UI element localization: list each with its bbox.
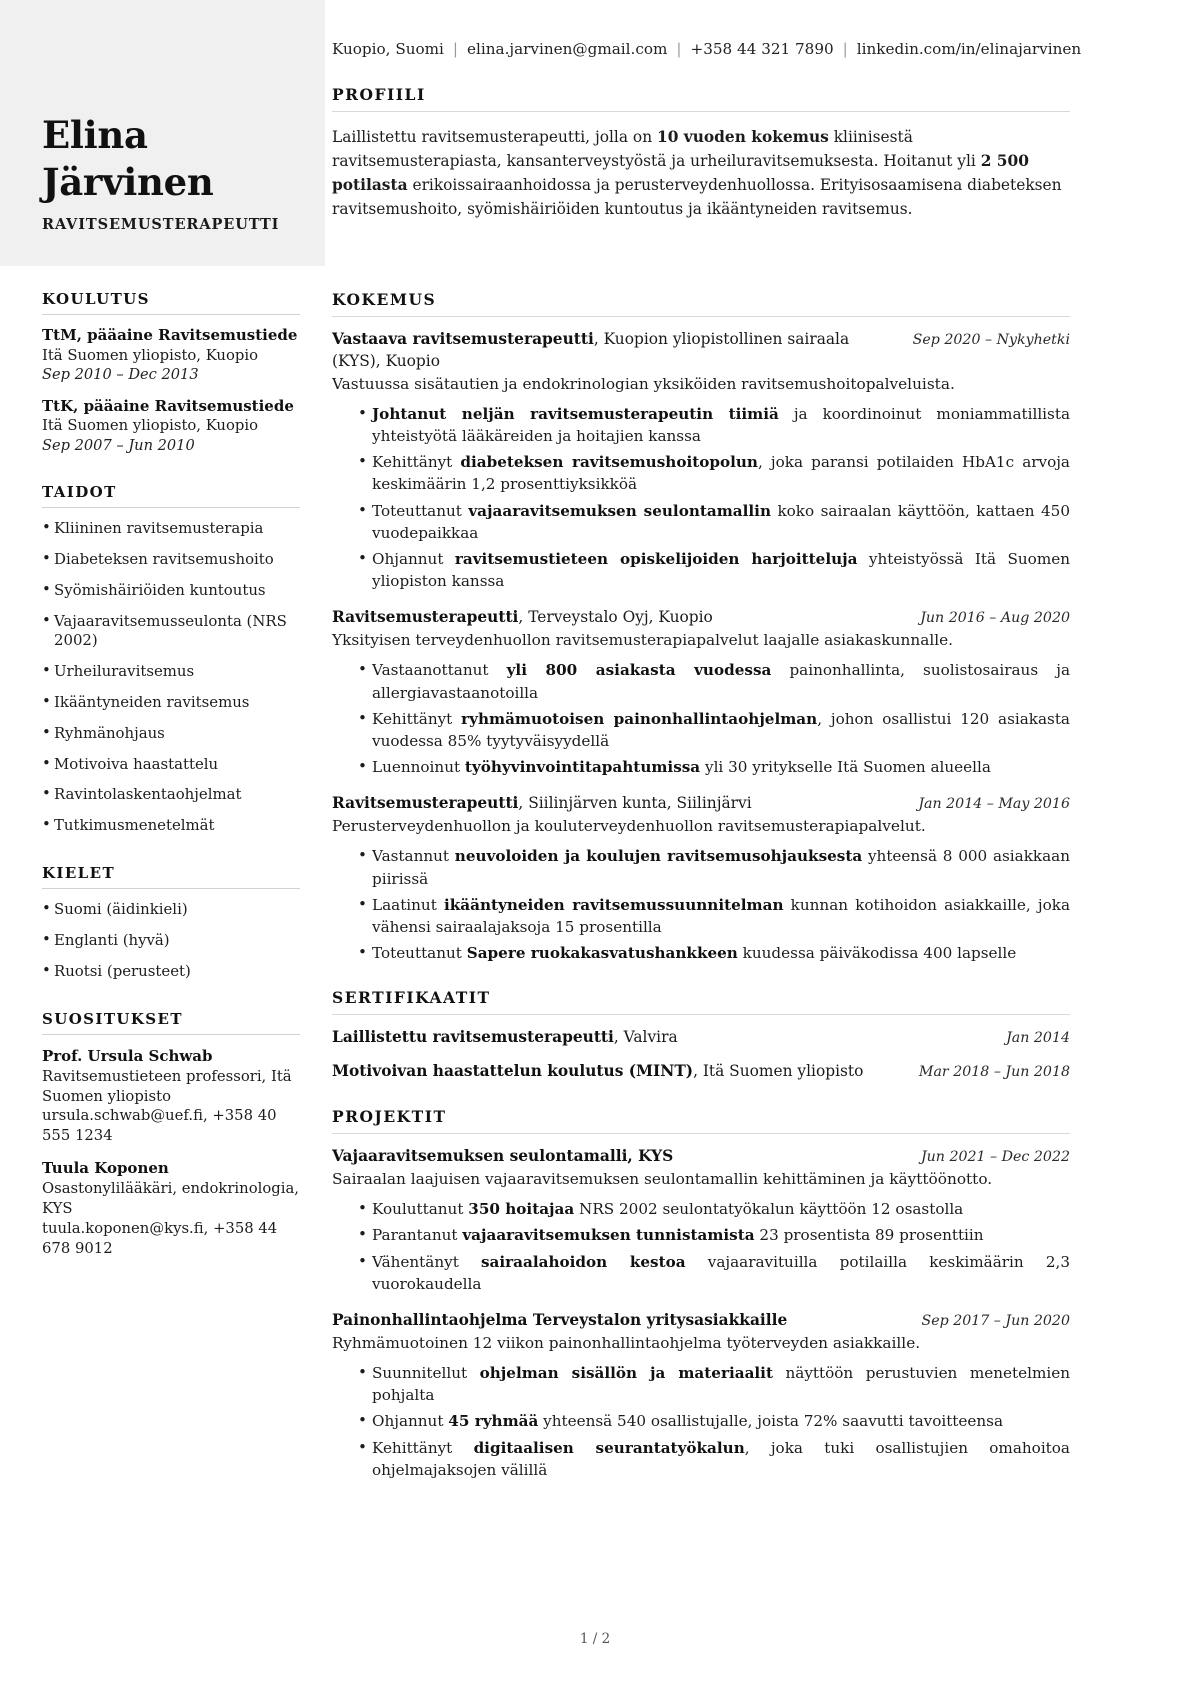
certificates-list — [332, 1027, 1070, 1083]
project-entry — [332, 1146, 1070, 1295]
profile-divider — [332, 111, 1070, 112]
certificates-divider — [332, 1014, 1070, 1015]
main-content — [332, 290, 1070, 1505]
skill-item: • Ravintolaskentaohjelmat — [42, 785, 300, 805]
entry-summary: Sairaalan laajuisen vajaaravitsemuksen seulontamallin kehittäminen ja käyttöönotto. — [332, 1170, 993, 1189]
profile-heading: PROFIILI — [332, 85, 426, 104]
first-name: Elina — [42, 113, 148, 157]
entry-date: Sep 2017 – Jun 2020 — [921, 1312, 1070, 1329]
education-school: Itä Suomen yliopisto, Kuopio — [42, 417, 258, 435]
education-dates: Sep 2010 – Dec 2013 — [42, 366, 199, 384]
entry-bullet-list — [332, 659, 1070, 778]
reference-contact[interactable]: ursula.schwab@uef.fi, +358 40 555 1234 — [42, 1107, 277, 1145]
entry-bullet: • Luennoinut työhyvinvointitapahtumissa yli 30 yritykselle Itä Suomen alueella — [358, 756, 1070, 778]
skill-item: • Ryhmänohjaus — [42, 724, 300, 744]
entry-bullet-list — [332, 845, 1070, 964]
skill-item: • Kliininen ravitsemusterapia — [42, 519, 300, 539]
entry-bullet: • Vähentänyt sairaalahoidon kestoa vajaaravituilla potilailla keskimäärin 2,3 vuorokaudella — [358, 1251, 1070, 1295]
experience-entry — [332, 329, 1070, 592]
certificates-section — [332, 988, 1070, 1083]
entry-bullet: • Toteuttanut Sapere ruokakasvatushankkeen kuudessa päiväkodissa 400 lapselle — [358, 942, 1070, 964]
experience-divider — [332, 316, 1070, 317]
entry-bullet: • Parantanut vajaaravitsemuksen tunnistamista 23 prosentista 89 prosenttiin — [358, 1224, 1070, 1246]
certificate-date: Jan 2014 — [1006, 1030, 1070, 1047]
skill-item: • Vajaaravitsemusseulonta (NRS 2002) — [42, 612, 300, 652]
skill-item: • Syömishäiriöiden kuntoutus — [42, 581, 300, 601]
contact-item[interactable]: Kuopio, Suomi — [332, 40, 444, 58]
entry-date: Jan 2014 – May 2016 — [918, 796, 1070, 813]
skill-item: • Tutkimusmenetelmät — [42, 816, 300, 836]
projects-section — [332, 1107, 1070, 1481]
references-list — [42, 1046, 300, 1259]
experience-entry — [332, 793, 1070, 964]
entry-title: Vastaava ravitsemusterapeutti, Kuopion yliopistollinen sairaala (KYS), Kuopio — [332, 330, 850, 370]
contact-separator: | — [452, 40, 459, 58]
project-entry — [332, 1310, 1070, 1481]
education-dates: Sep 2007 – Jun 2010 — [42, 436, 195, 454]
entry-bullet: • Vastannut neuvoloiden ja koulujen ravitsemusohjauksesta yhteensä 8 000 asiakkaan piirissä — [358, 845, 1070, 889]
language-item: • Suomi (äidinkieli) — [42, 900, 300, 920]
education-degree: TtM, pääaine Ravitsemustiede — [42, 326, 298, 344]
certificate-title: Motivoivan haastattelun koulutus (MINT), Itä Suomen yliopisto — [332, 1062, 864, 1081]
entry-date: Jun 2021 – Dec 2022 — [920, 1149, 1070, 1166]
entry-bullet: • Ohjannut 45 ryhmää yhteensä 540 osallistujalle, joista 72% saavutti tavoitteensa — [358, 1410, 1070, 1432]
reference-role: Ravitsemustieteen professori, Itä Suomen yliopisto — [42, 1067, 292, 1105]
certificate-entry — [332, 1027, 1070, 1049]
entry-bullet-list — [332, 403, 1070, 593]
entry-bullet-list — [332, 1362, 1070, 1481]
education-degree: TtK, pääaine Ravitsemustiede — [42, 396, 294, 415]
education-heading: KOULUTUS — [42, 290, 150, 308]
skill-item: • Urheiluravitsemus — [42, 662, 300, 682]
entry-summary: Perusterveydenhuollon ja kouluterveydenhuollon ravitsemusterapiapalvelut. — [332, 817, 926, 836]
reference-contact[interactable]: tuula.koponen@kys.fi, +358 44 678 9012 — [42, 1219, 278, 1257]
page-indicator: 1 / 2 — [579, 1631, 611, 1647]
entry-bullet-list — [332, 1198, 1070, 1295]
reference-name: Tuula Koponen — [42, 1159, 169, 1178]
job-title: RAVITSEMUSTERAPEUTTI — [42, 215, 280, 233]
skills-divider — [42, 507, 300, 508]
education-item — [42, 397, 300, 456]
entry-header — [332, 329, 1070, 373]
education-section — [42, 290, 300, 455]
skills-list — [42, 519, 300, 836]
entry-header — [332, 607, 1070, 629]
entry-date: Jun 2016 – Aug 2020 — [920, 610, 1070, 627]
experience-section — [332, 290, 1070, 964]
entry-header — [332, 1310, 1070, 1332]
education-divider — [42, 314, 300, 315]
certificates-heading: SERTIFIKAATIT — [332, 988, 491, 1008]
education-item — [42, 326, 300, 385]
language-item: • Englanti (hyvä) — [42, 931, 300, 951]
projects-list — [332, 1146, 1070, 1481]
experience-heading: KOKEMUS — [332, 290, 437, 309]
reference-item — [42, 1158, 300, 1259]
entry-bullet: • Laatinut ikääntyneiden ravitsemussuunnitelman kunnan kotihoidon asiakkaille, joka vähensi sairaalajaksoja 15 prosentilla — [358, 894, 1070, 938]
projects-heading: PROJEKTIT — [332, 1107, 447, 1127]
reference-name: Prof. Ursula Schwab — [42, 1046, 213, 1065]
entry-summary: Vastuussa sisätautien ja endokrinologian yksiköiden ravitsemushoitopalveluista. — [332, 374, 955, 393]
contact-separator: | — [842, 40, 848, 58]
entry-title: Painonhallintaohjelma Terveystalon yritysasiakkaille — [332, 1310, 788, 1329]
entry-bullet: • Kouluttanut 350 hoitajaa NRS 2002 seulontatyökalun käyttöön 12 osastolla — [358, 1198, 1070, 1220]
entry-bullet: • Johtanut neljän ravitsemusterapeutin tiimiä ja koordinoinut moniammatillista yhteistyötä lääkäreiden ja hoitajien kanssa — [358, 403, 1070, 447]
profile-text: Laillistettu ravitsemusterapeutti, jolla on 10 vuoden kokemus kliinisestä ravitsemusterapiasta, kansanterveystyöstä ja urheiluravitsemuksesta. Hoitanut yli 2 500 potilasta erikoissairaanhoidossa ja perusterveydenhuollossa. Erityisosaamisena diabeteksen ravitsemushoito, syömishäiriöiden kuntoutus ja ikääntyneiden ravitsemus. — [332, 128, 1062, 219]
experience-entry — [332, 607, 1070, 778]
sidebar — [42, 290, 300, 1287]
entry-header — [332, 793, 1070, 815]
projects-divider — [332, 1133, 1070, 1134]
entry-summary: Yksityisen terveydenhuollon ravitsemusterapiapalvelut laajalle asiakaskunnalle. — [332, 631, 954, 650]
contact-bar — [332, 40, 1082, 58]
contact-item[interactable]: linkedin.com/in/elinajarvinen — [856, 40, 1082, 58]
page-footer — [0, 1631, 1190, 1647]
entry-bullet: • Kehittänyt digitaalisen seurantatyökalun, joka tuki osallistujien omahoitoa ohjelmajaksojen välillä — [358, 1437, 1070, 1481]
education-school: Itä Suomen yliopisto, Kuopio — [42, 346, 258, 364]
profile-section — [332, 85, 1070, 221]
skills-section — [42, 483, 300, 836]
entry-header — [332, 1146, 1070, 1168]
entry-bullet: • Kehittänyt diabeteksen ravitsemushoitopolun, joka paransi potilaiden HbA1c arvoja keskimäärin 1,2 prosenttiyksikköä — [358, 451, 1070, 495]
references-heading: SUOSITUKSET — [42, 1009, 183, 1028]
reference-item — [42, 1046, 300, 1147]
entry-bullet: • Ohjannut ravitsemustieteen opiskelijoiden harjoitteluja yhteistyössä Itä Suomen yliopiston kanssa — [358, 548, 1070, 592]
last-name: Järvinen — [42, 160, 214, 205]
skill-item: • Ikääntyneiden ravitsemus — [42, 693, 300, 713]
name-block — [42, 112, 307, 233]
entry-title: Ravitsemusterapeutti, Siilinjärven kunta, Siilinjärvi — [332, 794, 752, 813]
languages-list — [42, 900, 300, 981]
certificate-title: Laillistettu ravitsemusterapeutti, Valvira — [332, 1028, 678, 1047]
references-section — [42, 1010, 300, 1259]
certificate-date: Mar 2018 – Jun 2018 — [918, 1064, 1070, 1081]
reference-role: Osastonylilääkäri, endokrinologia, KYS — [42, 1180, 299, 1218]
language-item: • Ruotsi (perusteet) — [42, 962, 300, 982]
contact-separator: | — [676, 40, 682, 58]
entry-bullet: • Kehittänyt ryhmämuotoisen painonhallintaohjelman, johon osallistui 120 asiakasta vuodessa 85% tyytyväisyydellä — [358, 708, 1070, 752]
entry-bullet: • Vastaanottanut yli 800 asiakasta vuodessa painonhallinta, suolistosairaus ja allergiavastaanotoilla — [358, 659, 1070, 703]
certificate-entry — [332, 1061, 1070, 1083]
contact-item[interactable]: elina.jarvinen@gmail.com — [467, 40, 668, 58]
entry-bullet: • Toteuttanut vajaaravitsemuksen seulontamallin koko sairaalan käyttöön, kattaen 450 vuodepaikkaa — [358, 500, 1070, 544]
entry-title: Ravitsemusterapeutti, Terveystalo Oyj, Kuopio — [332, 608, 713, 627]
entry-title: Vajaaravitsemuksen seulontamalli, KYS — [332, 1147, 674, 1166]
education-list — [42, 326, 300, 455]
contact-item[interactable]: +358 44 321 7890 — [690, 40, 834, 58]
skills-heading: TAIDOT — [42, 483, 117, 502]
entry-summary: Ryhmämuotoinen 12 viikon painonhallintaohjelma työterveyden asiakkaille. — [332, 1333, 921, 1352]
entry-bullet: • Suunnitellut ohjelman sisällön ja materiaalit näyttöön perustuvien menetelmien pohjalta — [358, 1362, 1070, 1406]
entry-date: Sep 2020 – Nykyhetki — [912, 332, 1070, 348]
skill-item: • Diabeteksen ravitsemushoito — [42, 550, 300, 570]
languages-section — [42, 864, 300, 981]
skill-item: • Motivoiva haastattelu — [42, 755, 300, 775]
languages-heading: KIELET — [42, 864, 116, 883]
languages-divider — [42, 888, 300, 889]
references-divider — [42, 1034, 300, 1035]
experience-list — [332, 329, 1070, 964]
